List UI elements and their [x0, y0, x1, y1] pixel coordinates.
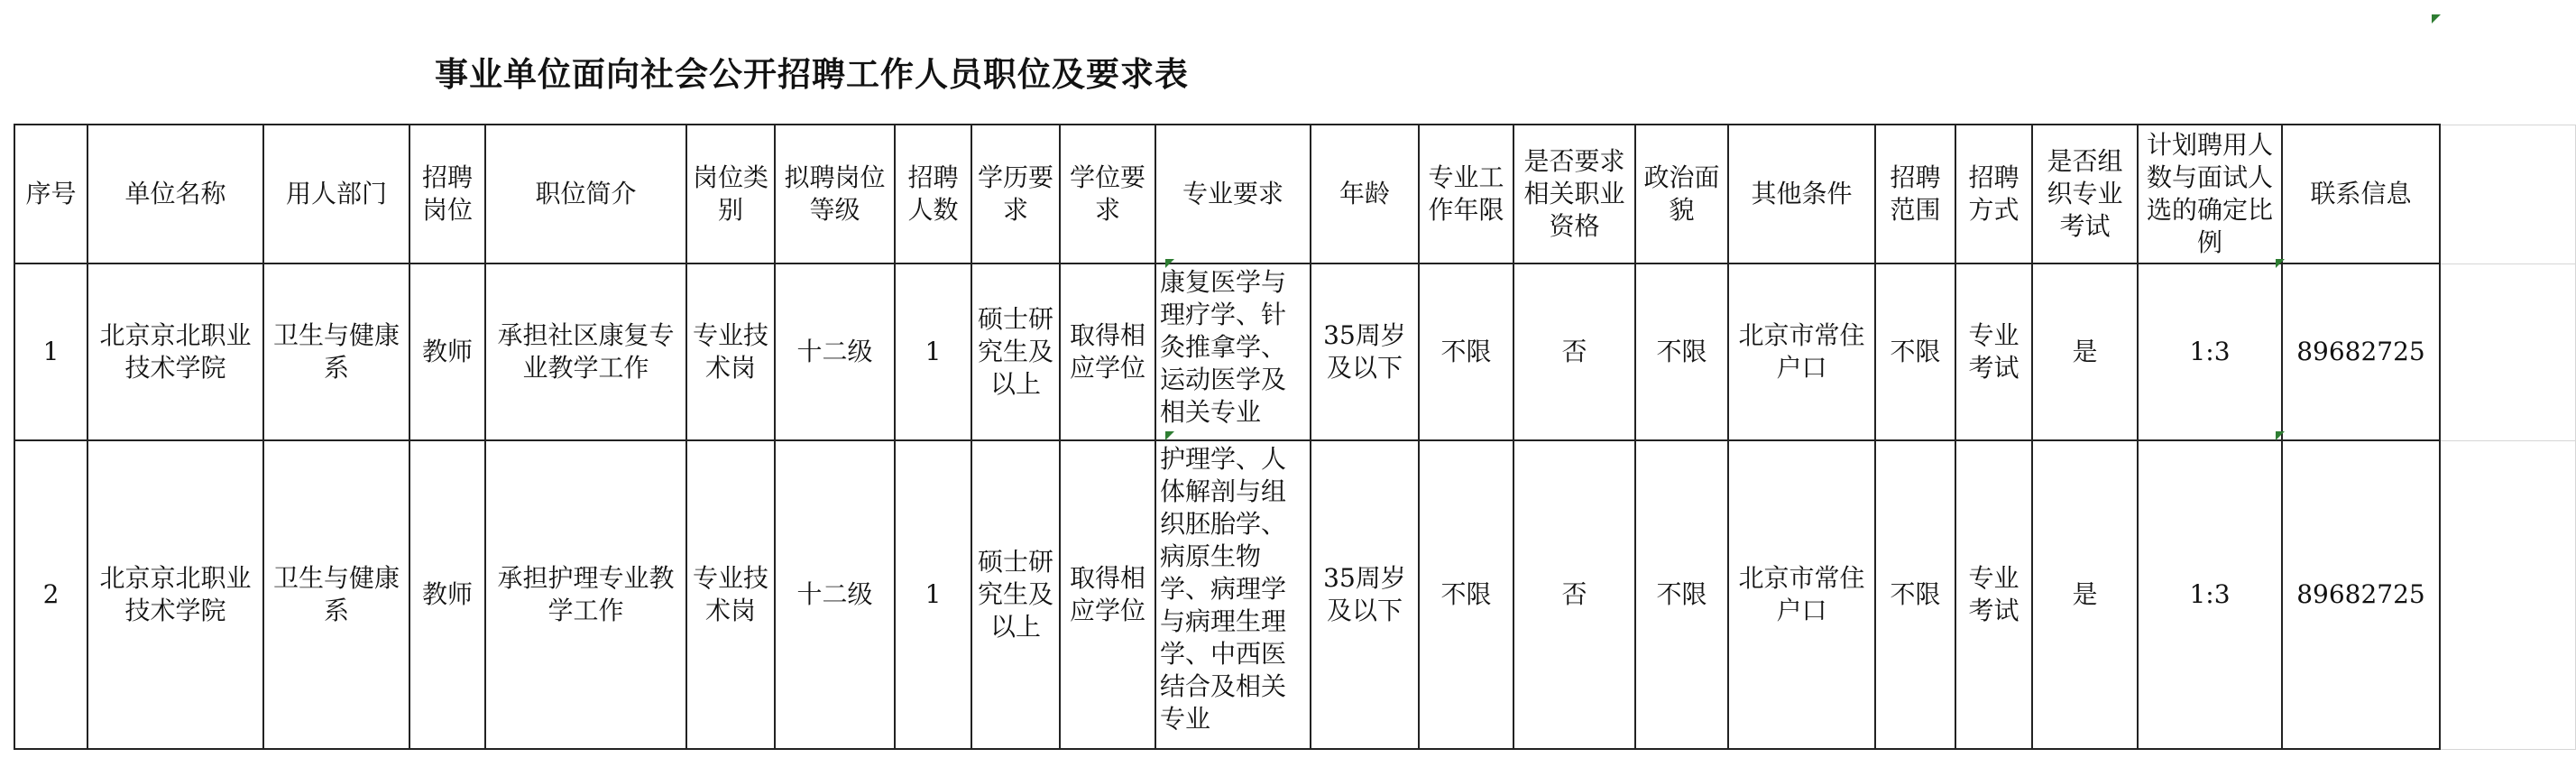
cell-contact: 89682725 — [2282, 440, 2440, 749]
cell-contact: 89682725 — [2282, 263, 2440, 440]
page-title: 事业单位面向社会公开招聘工作人员职位及要求表 — [435, 54, 1189, 94]
cell-qualification: 否 — [1513, 263, 1635, 440]
cell-post: 教师 — [409, 263, 485, 440]
cell-seq: 1 — [14, 263, 87, 440]
header-ratio: 计划聘用人数与面试人选的确定比例 — [2138, 125, 2282, 263]
empty-cell — [2440, 125, 2575, 263]
cell-other: 北京市常住户口 — [1728, 440, 1875, 749]
cell-political: 不限 — [1635, 440, 1728, 749]
cell-level: 十二级 — [775, 440, 895, 749]
header-education: 学历要求 — [971, 125, 1060, 263]
cell-experience: 不限 — [1419, 263, 1513, 440]
cell-desc: 承担护理专业教学工作 — [485, 440, 686, 749]
cell-qualification: 否 — [1513, 440, 1635, 749]
header-method: 招聘方式 — [1955, 125, 2032, 263]
cell-method: 专业考试 — [1955, 440, 2032, 749]
header-age: 年龄 — [1311, 125, 1419, 263]
header-contact: 联系信息 — [2282, 125, 2440, 263]
cell-method: 专业考试 — [1955, 263, 2032, 440]
cell-unit: 北京京北职业技术学院 — [87, 263, 263, 440]
header-other: 其他条件 — [1728, 125, 1875, 263]
cell-major: 康复医学与理疗学、针灸推拿学、运动医学及相关专业 — [1155, 263, 1311, 440]
header-major: 专业要求 — [1155, 125, 1311, 263]
header-experience: 专业工作年限 — [1419, 125, 1513, 263]
cell-scope: 不限 — [1875, 263, 1955, 440]
header-degree: 学位要求 — [1060, 125, 1155, 263]
header-desc: 职位简介 — [485, 125, 686, 263]
cell-desc: 承担社区康复专业教学工作 — [485, 263, 686, 440]
header-category: 岗位类别 — [686, 125, 775, 263]
header-unit: 单位名称 — [87, 125, 263, 263]
cell-marker — [2276, 259, 2285, 268]
cell-experience: 不限 — [1419, 440, 1513, 749]
header-count: 招聘人数 — [895, 125, 971, 263]
cell-level: 十二级 — [775, 263, 895, 440]
cell-count: 1 — [895, 263, 971, 440]
cell-scope: 不限 — [1875, 440, 1955, 749]
empty-cell — [2440, 263, 2575, 440]
cell-marker — [1165, 259, 1174, 268]
table-row — [14, 440, 2575, 749]
cell-ratio: 1:3 — [2138, 440, 2282, 749]
empty-cell — [2440, 440, 2575, 749]
header-exam: 是否组织专业考试 — [2032, 125, 2138, 263]
header-political: 政治面貌 — [1635, 125, 1728, 263]
cell-major: 护理学、人体解剖与组织胚胎学、病原生物学、病理学与病理生理学、中西医结合及相关专业 — [1155, 440, 1311, 749]
cell-category: 专业技术岗 — [686, 263, 775, 440]
cell-age: 35周岁及以下 — [1311, 263, 1419, 440]
cell-political: 不限 — [1635, 263, 1728, 440]
cell-count: 1 — [895, 440, 971, 749]
cell-unit: 北京京北职业技术学院 — [87, 440, 263, 749]
header-level: 拟聘岗位等级 — [775, 125, 895, 263]
cell-age: 35周岁及以下 — [1311, 440, 1419, 749]
cell-marker — [2432, 14, 2441, 23]
cell-exam: 是 — [2032, 263, 2138, 440]
header-row — [14, 125, 2575, 263]
cell-marker — [2276, 431, 2285, 440]
cell-marker — [1165, 431, 1174, 440]
cell-education: 硕士研究生及以上 — [971, 440, 1060, 749]
cell-ratio: 1:3 — [2138, 263, 2282, 440]
cell-post: 教师 — [409, 440, 485, 749]
cell-degree: 取得相应学位 — [1060, 440, 1155, 749]
cell-exam: 是 — [2032, 440, 2138, 749]
cell-other: 北京市常住户口 — [1728, 263, 1875, 440]
header-post: 招聘岗位 — [409, 125, 485, 263]
cell-category: 专业技术岗 — [686, 440, 775, 749]
cell-dept: 卫生与健康系 — [263, 263, 409, 440]
header-qualification: 是否要求相关职业资格 — [1513, 125, 1635, 263]
header-scope: 招聘范围 — [1875, 125, 1955, 263]
cell-dept: 卫生与健康系 — [263, 440, 409, 749]
cell-degree: 取得相应学位 — [1060, 263, 1155, 440]
cell-seq: 2 — [14, 440, 87, 749]
header-seq: 序号 — [14, 125, 87, 263]
cell-education: 硕士研究生及以上 — [971, 263, 1060, 440]
job-requirements-table — [14, 124, 2576, 750]
header-dept: 用人部门 — [263, 125, 409, 263]
table-row — [14, 263, 2575, 440]
